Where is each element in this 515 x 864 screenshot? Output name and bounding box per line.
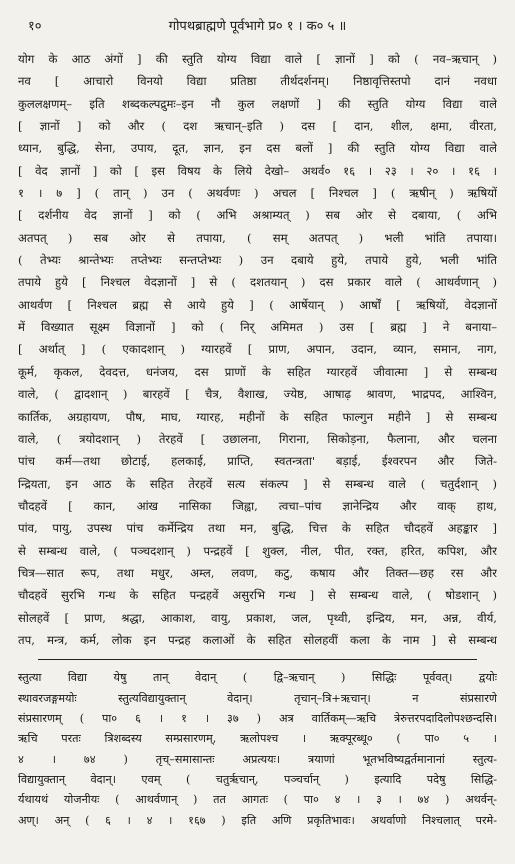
text-line: [ अर्थात् ] ( एकादशान् ) ग्यारहवें [ प्राण, अपान, उदान, व्यान, समान, नाग, [18,342,497,357]
commentary-line: ४ । ७४ ) तृच्–समासान्तः अप्रत्ययः। त्रयाणां भूतभविष्यद्वर्तमानानां स्तुत्य- [18,752,497,766]
footnote-divider [38,659,477,660]
sanskrit-commentary [18,668,497,831]
text-line: १ । ७ ] ( तान् ) उन ( अथर्वणः ) अचल [ निश्चल ] ( ऋषीन् ) ऋषियों [18,186,497,201]
text-line: कूर्म, कृकल, देवदत्त, धनंजय, दस प्राणों के सहित ग्यारहवें जीवात्मा ] से सम्बन्ध [18,364,497,379]
text-line: तपाये हुये [ निश्चल वेदज्ञानों ] से ( दशतयान् ) दस प्रकार वाले ( आथर्वणान् ) [18,275,497,290]
text-line: चित्र—सात रूप, तथा मधुर, अम्ल, लवण, कटु, कषाय और तिक्त—छह रस और [18,565,497,580]
text-line: चौदहवें सुरभि गन्ध के सहित पन्द्रहवें असुरभि गन्ध ] से सम्बन्ध वाले, ( षोडशान् ) [18,588,497,603]
text-line: ( तेभ्यः श्रान्तेभ्यः तप्तेभ्यः सन्तप्तेभ्यः ) उन दबाये हुये, तपाये हुये, भली भांति [18,253,497,268]
text-line: से सम्बन्ध वाले, ( पञ्चदशान् ) पन्द्रहवें [ शुक्ल, नील, पीत, रक्त, हरित, कपिश, और [18,543,497,558]
page-number: १० [28,19,42,34]
text-line: [ दर्शनीय वेद ज्ञानों ] को ( अभि अश्राम्यत् ) सब ओर से दबाया, ( अभि [18,208,497,223]
text-line: वाले, ( द्वादशान् ) बारहवें [ चैत्र, वैशाख, ज्येष्ठ, आषाढ़ श्रावण, भाद्रपद, आश्विन, [18,387,497,402]
text-line: वाले, ( त्रयोदशान् ) तेरहवें [ उछालना, गिराना, सिकोड़ना, फैलाना, और चलना [18,431,497,446]
text-line: न्द्रियता, इन आठ के सहित तेरहवें सत्य संकल्प ] से सम्बन्ध वाले ( चतुर्दशान् ) [18,476,497,491]
text-line: अतपत् ) सब ओर से तपाया, ( सम् अतपत् ) भली भांति तपाया। [18,230,497,245]
commentary-line: संप्रसारणम् ( पा० ६ । १ । ३७ ) अत्र वार्तिकम्—ऋचि त्रेरुत्तरपदादिलोपश्छन्दसि। [18,711,497,725]
text-line: नव [ आचारो विनयो विद्या प्रतिष्ठा तीर्थदर्शनम्। निष्ठावृत्तिस्तपो दानं नवधा [18,74,497,89]
text-line: पांच कर्म—तथा छोटाई, हलकाई, प्राप्ति, स्वतन्त्रता' बड़ाई, ईश्वरपन और जिते- [18,454,497,469]
text-line: ध्यान, बुद्धि, सेना, उपाय, दूत, ज्ञान, इन दस बलों ] की स्तुति योग्य विद्या वाले [18,141,497,156]
text-line: कार्तिक, अग्रहायण, पौष, माघ, ग्यारह, महीनों के सहित फाल्गुन महीने ] से सम्बन्ध [18,409,497,424]
commentary-line: ऋचि परतः त्रिशब्दस्य सम्प्रसारणम्, ऋलोपश्च । ऋक्पूरब्धू० ( पा० ५ । [18,732,497,746]
commentary-line: स्थावरजङ्गमयोः स्तुत्यविद्यायुक्तान् वेदान्। तृचान्–त्रि+ऋचान्। न संप्रसारणे [18,691,497,705]
text-line: पांव, पायु, उपस्थ पांच कर्मेन्द्रिय तथा मन, बुद्धि, चित्त के सहित चौदहवें अहङ्कार ] [18,521,497,536]
commentary-line: विद्यायुक्तान् वेदान्। एवम् ( चतुर्ऋचान्, पञ्चर्चान् ) इत्यादि पदेषु सिद्धि- [18,773,497,786]
commentary-line: र्यथायथं योजनीयः ( आथर्वणान् ) तत आगतः ( पा० ४ । ३ । ७४ ) अथर्वन्- [18,793,497,807]
page-header [18,14,497,38]
commentary-line: अण्। अन् ( ६ । ४ । १६७ ) इति अणि प्रकृतिभावः। अथर्वाणो निश्चलात् परमे- [18,813,497,827]
text-line: कुललक्षणम्– इति शब्दकल्पद्रुमः–इन नौ कुल लक्षणों ] की स्तुति योग्य विद्या वाले [18,96,497,111]
main-text [18,48,497,651]
text-line: तप, मन्त्र, कर्म, लोक इन पन्द्रह कलाओं के सहित सोलहवीं कला के नाम ] से सम्बन्ध [18,632,497,647]
commentary-line: स्तुत्या विद्या येषु तान् वेदान् ( द्वि–ऋचान् ) सिद्धिः पूर्ववत्। द्वयोः [18,671,497,685]
running-title: गोपथब्राह्मणे पूर्वभागे प्र० १ । क० ५ ॥ [168,19,347,34]
text-line: सोलहवें [ प्राण, श्रद्धा, आकाश, वायु, प्रकाश, जल, पृथ्वी, इन्द्रिय, मन, अन्न, वीर्य, [18,610,497,625]
text-line: चौदहवें [ कान, आंख नासिका जिह्वा, त्वचा–पांच ज्ञानेन्द्रिय और वाक् हाथ, [18,498,497,513]
text-line: [ वेद ज्ञानों ] को [ इस विषय के लिये देखो– अथर्व० १६ । २३ । २० । १६ । [18,163,497,178]
text-line: आथर्वण [ निश्चल ब्रह्म से आये हुये ] ( आर्षेयान् ) आर्षों [ ऋषियों, वेदज्ञानों [18,297,497,312]
text-line: में विख्यात सूक्ष्म विज्ञानों ] को ( निर् अमिमत ) उस [ ब्रह्म ] ने बनाया– [18,320,497,335]
text-line: [ ज्ञानों ] को और ( दश ऋचान्–इति ) दस [ दान, शील, क्षमा, वीरता, [18,119,497,134]
text-line: योग के आठ अंगों ] की स्तुति योग्य विद्या वाले [ ज्ञानों ] को ( नव–ऋचान् ) [18,52,497,66]
